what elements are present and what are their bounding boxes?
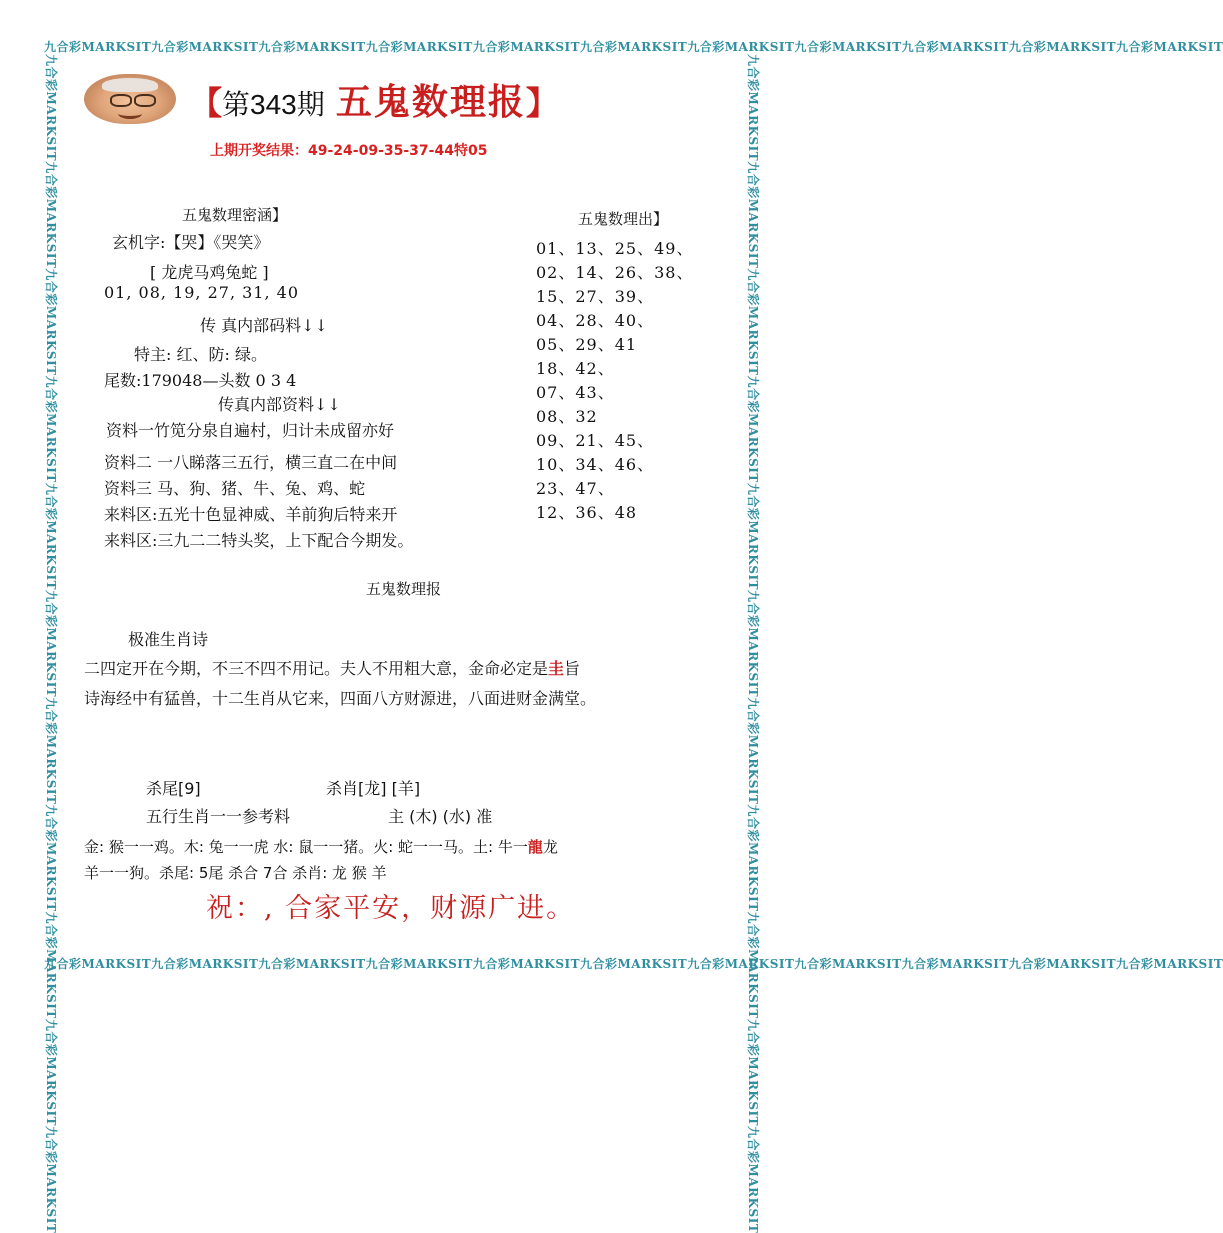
title-bracket-left: 【 — [190, 84, 223, 122]
left-block-title: 五鬼数理密涵】 — [182, 206, 288, 224]
element-line-1-end: 龙 — [542, 838, 558, 856]
number-row: 07、43、 — [536, 383, 615, 402]
last-draw-result: 上期开奖结果：49-24-09-35-37-44特05 — [210, 143, 488, 159]
kill-tail: 杀尾[9] — [146, 779, 201, 798]
element-line-1-text: 金: 猴一一鸡。木: 兔一一虎 水: 鼠一一猪。火: 蛇一一马。土: 牛一 — [84, 838, 528, 856]
lucky-numbers: 01, 08, 19, 27, 31, 40 — [104, 283, 300, 302]
lower-subtitle: 五鬼数理报 — [366, 580, 442, 598]
number-row: 18、42、 — [536, 359, 615, 378]
number-row: 23、47、 — [536, 479, 615, 498]
element-line-1 — [84, 836, 558, 857]
number-row: 02、14、26、38、 — [536, 263, 694, 282]
paper-name: 五鬼数理报 — [335, 81, 526, 123]
element-line-2: 羊一一狗。杀尾: 5尾 杀合 7合 杀肖: 龙 猴 羊 — [84, 864, 387, 882]
number-row: 04、28、40、 — [536, 311, 655, 330]
area-line-2: 来料区:三九二二特头奖，上下配合今期发。 — [104, 531, 414, 550]
five-elements-title: 五行生肖一一参考料 — [146, 807, 291, 826]
poem-line-2: 诗海经中有猛兽，十二生肖从它来，四面八方财源进，八面进财金满堂。 — [84, 689, 597, 708]
number-row: 12、36、48 — [536, 503, 638, 522]
issue-number: 第343期 — [222, 89, 325, 120]
congratulation-line: 祝：, 合家平安，财源广进。 — [206, 893, 576, 924]
fax-header-1: 传 真内部码料↓↓ — [200, 316, 328, 335]
number-row: 01、13、25、49、 — [536, 239, 694, 258]
area-line-1: 来料区:五光十色显神威、羊前狗后特来开 — [104, 505, 398, 524]
border-bottom-watermark: 九合彩MARKSIT九合彩MARKSIT九合彩MARKSIT九合彩MARKSIT九合彩MARKSIT九合彩MARKSIT九合彩MARKSIT九合彩MARKSIT九合彩MARKSIT九合彩MARKSIT九合彩MARKSIT — [44, 957, 1223, 971]
border-top-watermark: 九合彩MARKSIT九合彩MARKSIT九合彩MARKSIT九合彩MARKSIT九合彩MARKSIT九合彩MARKSIT九合彩MARKSIT九合彩MARKSIT九合彩MARKSIT九合彩MARKSIT九合彩MARKSIT — [44, 40, 1223, 54]
zodiac-set: [ 龙虎马鸡兔蛇 ] — [150, 263, 269, 282]
red-stamp-mark: 龍 — [527, 838, 543, 856]
five-elements-main: 主 (木) (水) 准 — [388, 807, 493, 826]
border-left-watermark: 九合彩MARKSIT九合彩MARKSIT九合彩MARKSIT九合彩MARKSIT九合彩MARKSIT九合彩MARKSIT九合彩MARKSIT九合彩MARKSIT九合彩MARKSIT九合彩MARKSIT九合彩MARKSIT — [44, 54, 58, 1233]
page-title — [190, 74, 558, 125]
border-right-watermark: 九合彩MARKSIT九合彩MARKSIT九合彩MARKSIT九合彩MARKSIT九合彩MARKSIT九合彩MARKSIT九合彩MARKSIT九合彩MARKSIT九合彩MARKSIT九合彩MARKSIT九合彩MARKSIT — [746, 54, 760, 1233]
data-line-1: 资料一竹笕分泉自遍村，归计未成留亦好 — [106, 421, 395, 440]
number-row: 10、34、46、 — [536, 455, 655, 474]
special-color: 特主: 红、防: 绿。 — [134, 345, 267, 364]
poem-line-1-text: 二四定开在今期，不三不四不用记。夫人不用粗大意，金命必定是 — [84, 659, 549, 678]
author-portrait — [84, 74, 176, 124]
number-row: 05、29、41 — [536, 335, 638, 354]
red-stamp-mark: 圭 — [548, 659, 565, 678]
poem-line-1 — [84, 656, 580, 679]
poem-title: 极准生肖诗 — [128, 630, 209, 649]
fax-header-2: 传真内部资料↓↓ — [218, 395, 341, 414]
number-row: 15、27、39、 — [536, 287, 655, 306]
poem-line-1-end: 旨 — [564, 659, 581, 678]
title-bracket-right: 】 — [525, 84, 558, 122]
number-row: 09、21、45、 — [536, 431, 655, 450]
data-line-2: 资料二 一八睇落三五行，横三直二在中间 — [104, 453, 398, 472]
data-line-3: 资料三 马、狗、猪、牛、兔、鸡、蛇 — [104, 479, 366, 498]
mystery-word: 玄机字:【哭】《哭笑》 — [112, 233, 270, 252]
right-block-title: 五鬼数理出】 — [578, 210, 669, 228]
tail-numbers: 尾数:179048—头数 0 3 4 — [104, 371, 297, 390]
number-row: 08、32 — [536, 407, 598, 426]
kill-zodiac: 杀肖[龙] [羊] — [326, 779, 421, 798]
